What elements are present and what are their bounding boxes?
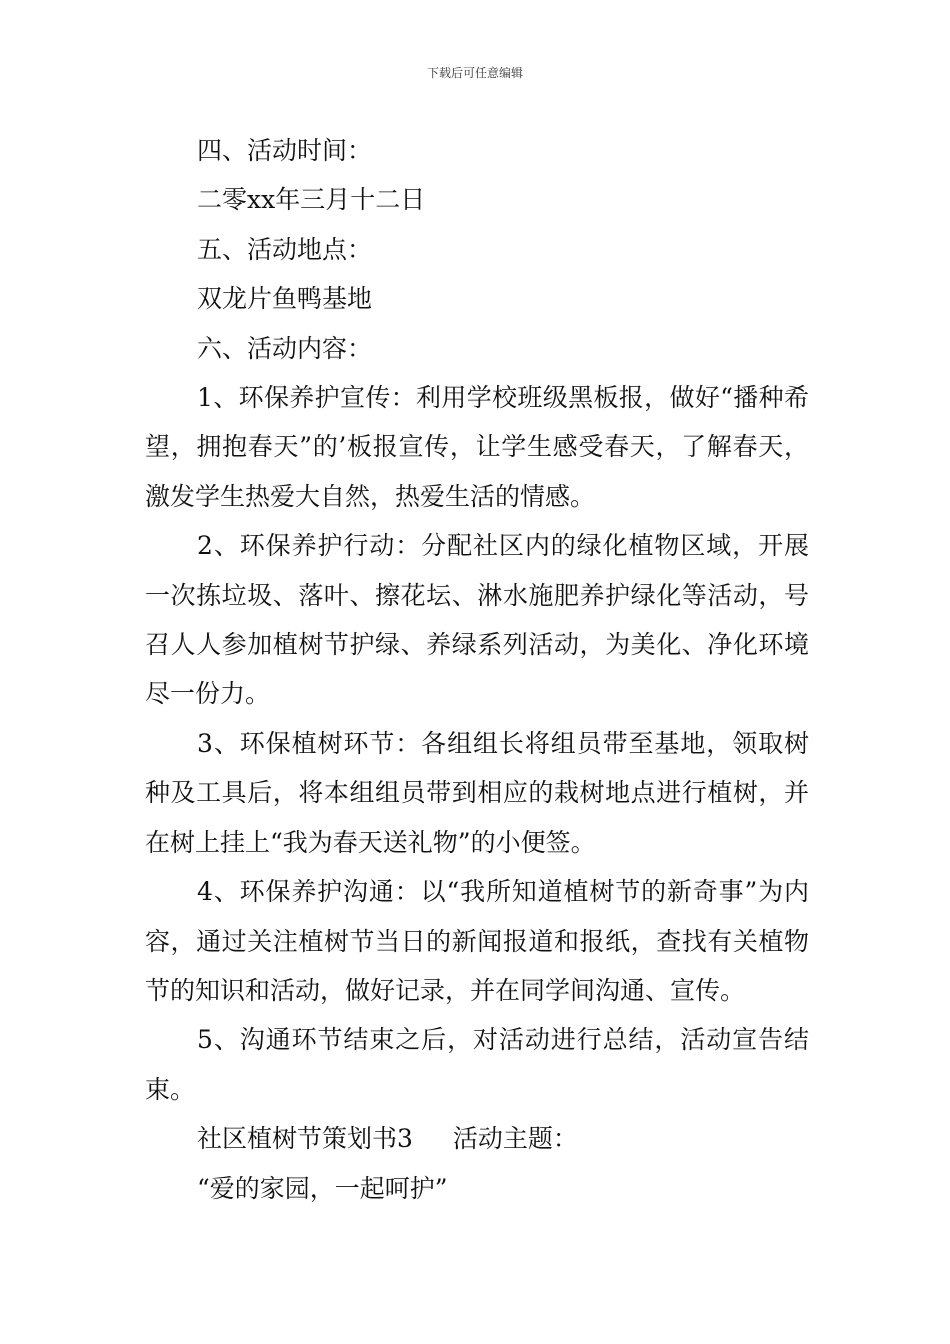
document-body (145, 126, 809, 1213)
section-title-line (145, 1114, 809, 1163)
activity-place-value: 双龙片鱼鸭基地 (197, 284, 373, 314)
page-header-note: 下载后可任意编辑 (426, 66, 523, 80)
section-title: 社区植树节策划书3 (197, 1124, 413, 1154)
activity-time-value: 二零xx年三月十二日 (197, 185, 426, 215)
heading-activity-time: 四、活动时间： (197, 136, 373, 165)
content-item-4: 4、环保养护沟通：以“我所知道植树节的新奇事”为内容，通过关注植树节当日的新闻报道和报纸，查找有关植物节的知识和活动，做好记录，并在同学间沟通、宣传。 (145, 877, 809, 1005)
content-item-1: 1、环保养护宣传：利用学校班级黑板报，做好“播种希望，拥抱春天”的’板报宣传，让学生感受春天，了解春天，激发学生热爱大自然，热爱生活的情感。 (145, 383, 809, 511)
heading-activity-place: 五、活动地点： (197, 234, 373, 264)
content-item-2: 2、环保养护行动：分配社区内的绿化植物区域，开展一次拣垃圾、落叶、擦花坛、淋水施肥养护绿化等活动，号召人人参加植树节护绿、养绿系列活动，为美化、净化环境尽一份力。 (145, 531, 809, 709)
theme-heading: 活动主题： (452, 1124, 578, 1154)
heading-activity-content: 六、活动内容： (197, 333, 373, 363)
content-item-5: 5、沟通环节结束之后，对活动进行总结，活动宣告结束。 (145, 1025, 809, 1104)
theme-value: “爱的家园，一起呵护” (197, 1173, 448, 1203)
content-item-3: 3、环保植树环节：各组组长将组员带至基地，领取树种及工具后，将本组组员带到相应的栽树地点进行植树，并在树上挂上“我为春天送礼物”的小便签。 (145, 728, 809, 857)
